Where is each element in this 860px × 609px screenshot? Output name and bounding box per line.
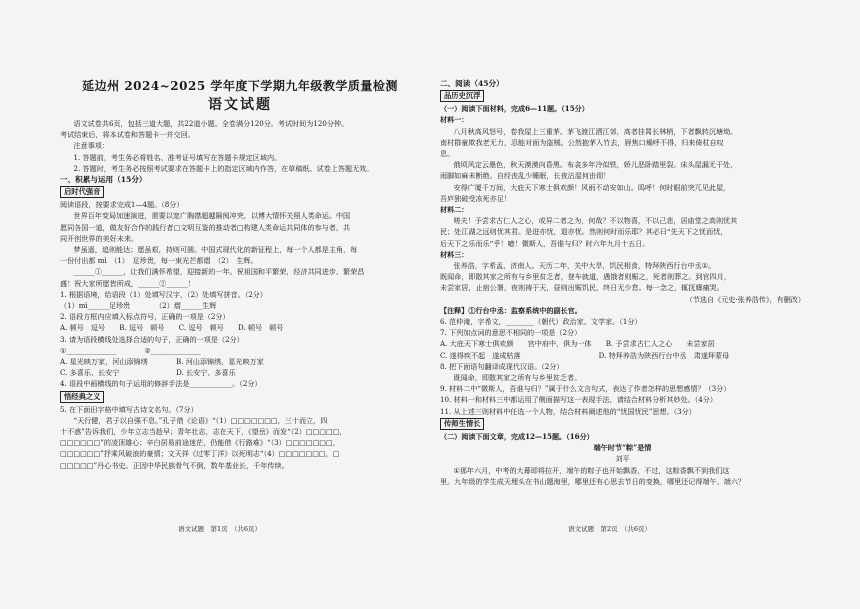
mat2-line-2: 民；处江湖之远则忧其君。是进亦忧，退亦忧。然则何时而乐耶？其必曰“先天下之忧而忧，: [440, 227, 728, 237]
mat1-line-2: 南村群童欺我老无力，忍能对面为盗贼。公然抱茅入竹去，唇焦口燥呼不得，归来倚杖自叹: [440, 137, 724, 147]
task-3: （二）阅读下面文章，完成12—15题。（16分）: [440, 431, 594, 441]
page-1-footer: 语文试题 第1页 （共6页）: [178, 525, 262, 533]
question-7-options-ab[interactable]: A. 大庇天下寒士俱欢颜 宫中府中，俱为一体 B. 予尝求古仁人之心 未尝家居: [440, 339, 715, 349]
question-4[interactable]: 4. 语段中画横线的句子运用的修辞手法是____________。（2分）: [60, 379, 262, 389]
passage1-line-2: 愿同各国一道，做友好合作的践行者□文明互鉴的推动者□构建人类命运共同体的参与者，共: [60, 222, 351, 232]
mat1-line-4: 俄顷风定云墨色，秋天漠漠向昏黑。布衾多年冷似铁，娇儿恶卧踏里裂。床头屋漏无干处，: [453, 160, 738, 170]
article-p1-line-1: ①那年六月，中考的大幕即将拉开，端午的粽子也开始飘香，不过，这粽香飘不到我们这: [453, 465, 730, 475]
material-2-label: 材料二：: [440, 205, 469, 215]
part-1-heading: 一、积累与运用（15分）: [60, 175, 147, 185]
task-1: 阅读语段，按要求完成1—4题。（8分）: [60, 200, 184, 210]
section-box-3: 品历史沉浮: [440, 90, 484, 102]
section-box-1: 启时代强音: [60, 186, 104, 198]
passage1-line-6: ______①______，让我们满怀希望，迎接新的一年。祝祖国和平繁荣，经济共同进步、繁荣昌: [73, 267, 365, 277]
question-9: 9. 材料二中“微斯人，吾谁与归？”属于什么文言句式，表达了作者怎样的思想感情？（3分）: [440, 384, 731, 394]
part-2-heading: 二、阅读（45分）: [440, 79, 504, 88]
question-8: 8. 把下面语句翻译成现代汉语。（2分）: [440, 361, 564, 371]
question-5: 5. 在下面田字格中填写古诗文名句。（7分）: [60, 404, 198, 414]
passage2-line-4: □□□□□□”抒乘风破浪的豪情；文天祥《过零丁洋》以死明志“（4）□□□□□□□，□: [60, 449, 340, 459]
mat2-line-1: 嗟夫！予尝求古仁人之心，或异二者之为，何哉？不以物喜，不以己悲，居庙堂之高则忧其: [453, 216, 738, 226]
question-10: 10. 材料一和材料三中都运用了侧面描写这一表现手法，请结合材料分析其妙处。（4分）: [440, 395, 717, 405]
question-1-blanks[interactable]: （1）mì______足珍贵 （2）熠______生辉: [60, 301, 217, 311]
passage1-line-7: 盛！祝大家所愿皆所成，______②______！: [60, 278, 195, 288]
question-2: 2. 语段方框内应填入标点符号，正确的一项是（2分）: [60, 312, 230, 322]
mat1-line-5: 雨脚如麻未断绝。自经丧乱少睡眠，长夜沾湿何由彻！: [440, 171, 611, 181]
passage1-line-5: 一份付出都 mì （1） 足珍贵，每一束光芒都熠 （2） 生辉。: [60, 256, 258, 266]
question-3-blanks[interactable]: ①______________ ②______________: [60, 345, 201, 355]
notice-2: 2. 答题时，考生务必按照考试要求在答题卡上的指定区域内作答，在草稿纸、试卷上答题无效。: [73, 163, 374, 173]
mat3-line-3: 未尝家居，止宿公署，夜则祷于天，昼则出赈饥民，终日无少怠。每一念之，辄抚膺痛哭。: [440, 283, 724, 293]
annotation-note: 【注释】①行台中丞：监察系统中的副长官。: [440, 305, 582, 315]
mat1-line-6: 安得广厦千万间，大庇天下寒士俱欢颜！风雨不动安如山。呜呼！何时眼前突兀见此屋，: [453, 182, 731, 192]
question-1: 1. 根据语境，给语段（1）处填写汉字，（2）处填写拼音。（2分）: [60, 289, 267, 299]
passage1-line-4: 梦虽遥，追则能达；愿虽艰，持则可圆。中国式现代化的新征程上，每一个人都是主角，每: [73, 245, 358, 255]
article-p1-line-2: 里。九年级的学生成天埋头在书山题海里，哪里还有心思去节日的变换，哪里还记得端午、端六？: [440, 476, 746, 486]
section-box-2: 悟经典之义: [60, 391, 104, 403]
intro-line-2: 考试结束后，将本试卷和答题卡一并交回。: [60, 130, 195, 140]
notice-head: 注意事项：: [73, 141, 109, 151]
mat2-line-3: 后天下之乐而乐”乎！噫！微斯人，吾谁与归？时六年九月十五日。: [440, 238, 650, 248]
question-3-options-2[interactable]: C. 多喜乐、长安宁 D. 长安宁、多喜乐: [60, 368, 236, 378]
page-2-footer: 语文试题 第2页 （共6页）: [568, 525, 652, 533]
mat1-line-7: 吾庐独破受冻死亦足！: [440, 193, 511, 203]
material-3-label: 材料三：: [440, 249, 469, 259]
question-11: 11. 从上述三则材料中任选一个人物，结合材料阐述他的“忧国忧民”思想。（3分）: [440, 406, 696, 416]
exam-header: 延边州 2024~2025 学年度下学期九年级教学质量检测: [82, 79, 398, 93]
passage2-line-1: “天行健，君子以自强不息。”孔子借《论语》“（1）□□□□□□□，三十而立，四: [73, 415, 328, 425]
mat3-line-1: 张养浩，字希孟，济南人。天历二年，关中大旱，饥民相食，特拜陕西行台中丞①。: [453, 261, 716, 271]
passage2-line-2: 十不惑”告诉我们，少年立志当趁早；青年壮志，志在天下，《望岳》而发“（2）□□□□□，: [60, 427, 347, 437]
material-3-source: （节选自《元史·张养浩传》，有删改）: [685, 294, 805, 304]
question-3: 3. 请为语段横线处选择合适的句子，正确的一项是（2分）: [60, 334, 244, 344]
material-1-label: 材料一：: [440, 115, 469, 125]
notice-1: 1. 答题前，考生务必将姓名、准考证号填写在答题卡规定区域内。: [73, 152, 282, 162]
passage2-line-3: □□□□□□”的凌顶雄心；辛白居易前途迷茫，仍能借《行路难》“（3）□□□□□□□，: [60, 438, 340, 448]
exam-title: 语文试题: [208, 97, 272, 113]
question-7-options-cd[interactable]: C. 遂得疾不起 遂成枯落 D. 特拜养浩为陕西行台中丞 肃遂拜蒙母: [440, 350, 730, 360]
question-7: 7. 下列加点词的意思不相同的一项是（2分）: [440, 328, 582, 338]
page-1: [60, 78, 420, 598]
question-6[interactable]: 6. 范仲淹，字希文，________（朝代）政治家、文学家。（1分）: [440, 317, 642, 327]
mat1-line-3: 息。: [440, 149, 455, 159]
passage2-line-5: □□□□□”丹心书史。正因中华民族骨气不倒，数年基业长，千年传续。: [60, 460, 289, 470]
passage1-line-1: 世界百年变局加速演进，需要以宽广胸襟超越隔阂冲突，以博大情怀关照人类命运。中国: [73, 211, 351, 221]
mat3-line-2: 既闻命，即散其家之所有与乡里贫乏者，登车就道，遇饿者则赈之，死者则葬之。到官四月，: [440, 272, 731, 282]
passage1-line-3: 同开创世界的美好未来。: [60, 233, 139, 243]
mat1-line-1: 八月秋高风怒号，卷我屋上三重茅。茅飞渡江洒江郊，高者挂罥长林梢，下者飘转沉塘坳。: [453, 126, 738, 136]
page-2: [440, 78, 805, 598]
article-title: 端午时节“粽”是情: [593, 443, 652, 453]
question-2-options[interactable]: A. 顿号 逗号 B. 逗号 顿号 C. 逗号 顿号 D. 顿号 顿号: [60, 323, 284, 333]
article-author: 刘平: [615, 454, 630, 464]
intro-line-1: 语文试卷共6页，包括三道大题，共22道小题。全卷满分120分。考试时间为120分钟。: [73, 119, 349, 128]
section-box-4: 传师生情长: [440, 418, 484, 430]
question-8-sentence: 既闻命，即散其家之所有与乡里贫乏者。: [453, 373, 582, 383]
question-3-options-1[interactable]: A. 星光映万家，河山添锦绣 B. 河山添锦绣，星光映万家: [60, 357, 264, 367]
task-2: （一）阅读下面材料，完成6—11题。（15分）: [440, 104, 589, 114]
